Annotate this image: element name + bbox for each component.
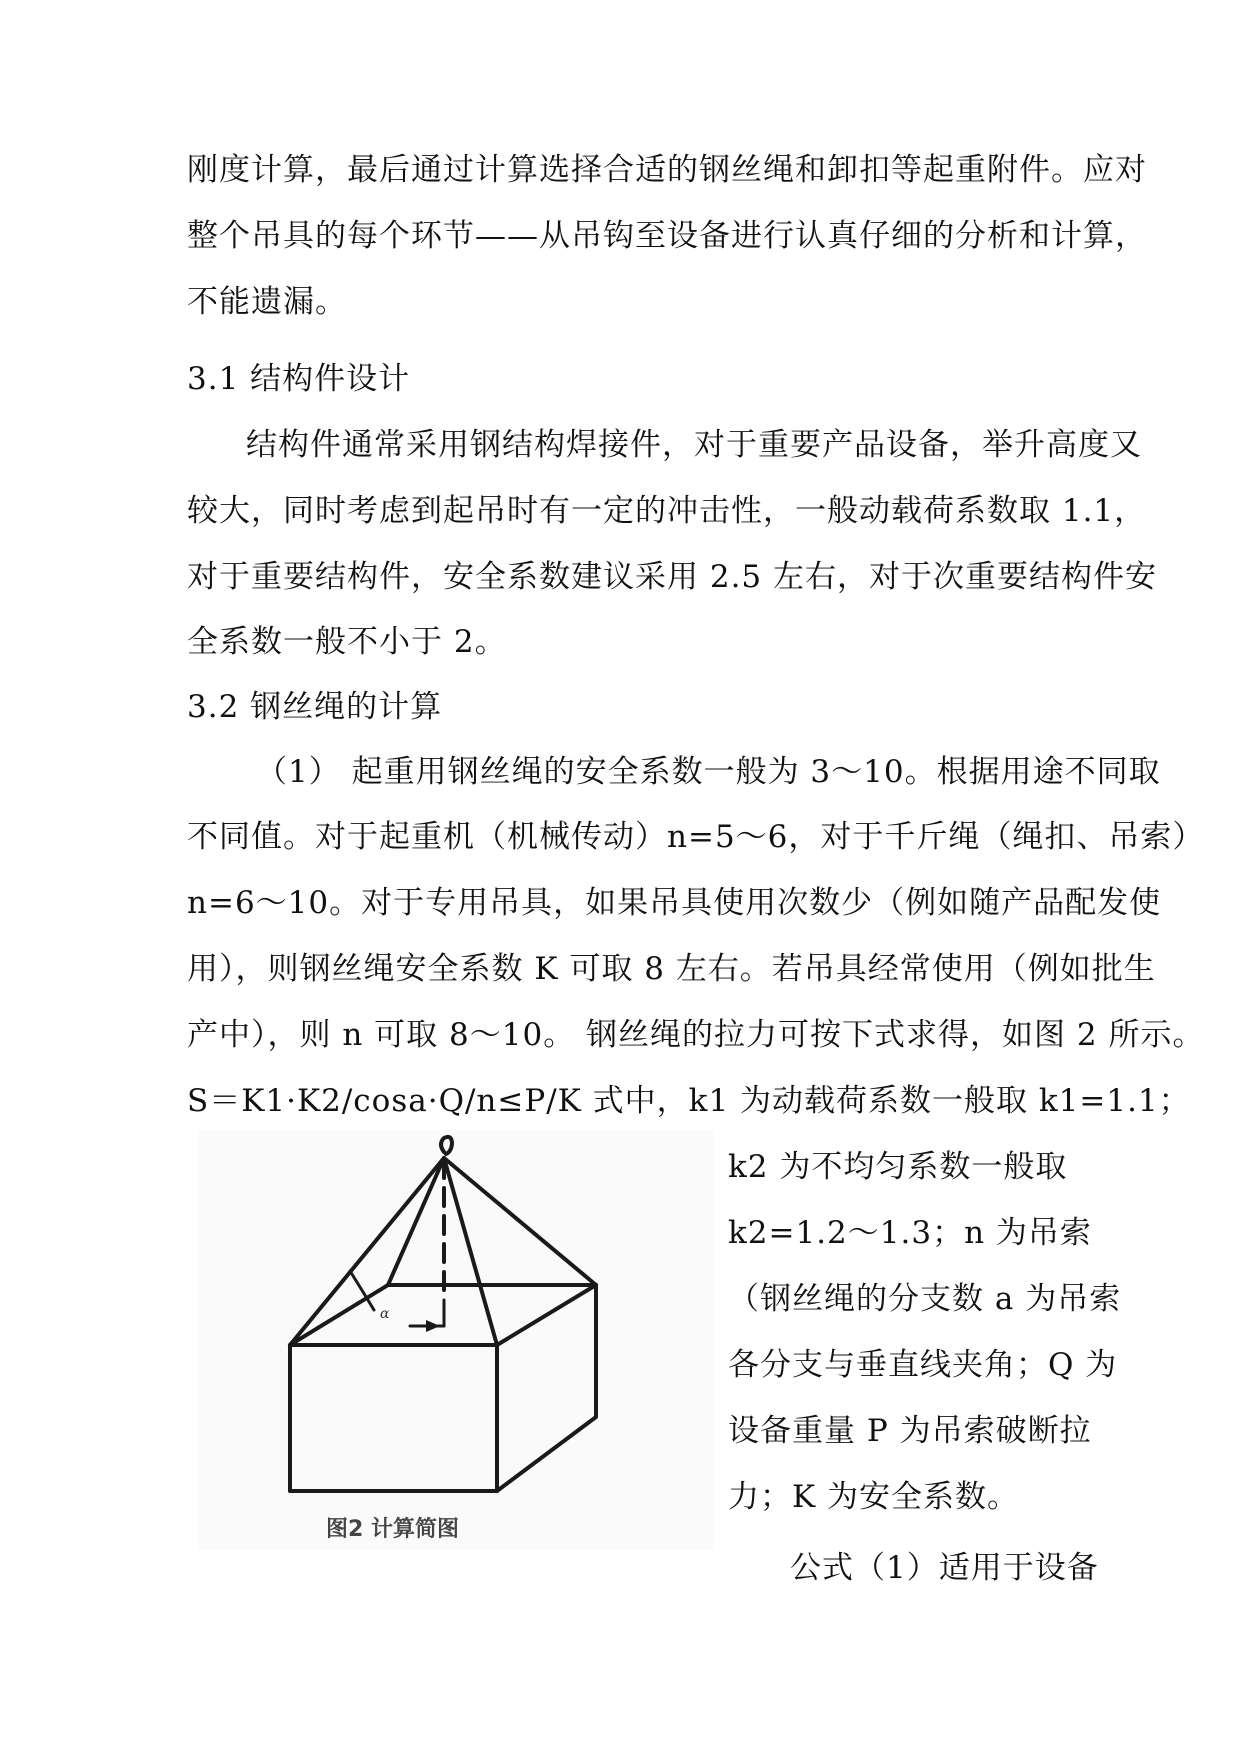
- section-3-2-line-2: 不同值。对于起重机（机械传动）n=5～6，对于千斤绳（绳扣、吊索）: [187, 819, 1205, 855]
- side-text-line-1: k2 为不均匀系数一般取: [728, 1149, 1068, 1185]
- section-3-2-line-3: n=6～10。对于专用吊具，如果吊具使用次数少（例如随产品配发使: [187, 885, 1162, 921]
- angle-arrow-head: [426, 1320, 440, 1332]
- section-3-1-line-4: 全系数一般不小于 2。: [187, 624, 507, 660]
- section-3-1-line-2: 较大，同时考虑到起吊时有一定的冲击性，一般动载荷系数取 1.1，: [187, 493, 1147, 529]
- diagram-svg: [198, 1130, 714, 1550]
- section-3-1-line-3: 对于重要结构件，安全系数建议采用 2.5 左右，对于次重要结构件安: [187, 559, 1158, 595]
- figure-caption: 图2 计算简图: [326, 1517, 459, 1542]
- angle-label: α: [380, 1306, 390, 1322]
- sling-back-left: [388, 1158, 444, 1285]
- section-3-2-line-5: 产中），则 n 可取 8～10。 钢丝绳的拉力可按下式求得，如图 2 所示。: [187, 1017, 1205, 1053]
- section-3-2-line-4: 用），则钢丝绳安全系数 K 可取 8 左右。若吊具经常使用（例如批生: [187, 951, 1156, 987]
- section-3-1-heading: 3.1 结构件设计: [187, 361, 411, 397]
- figure-2-calculation-diagram: [198, 1130, 714, 1550]
- intro-line-1: 刚度计算，最后通过计算选择合适的钢丝绳和卸扣等起重附件。应对: [187, 152, 1147, 188]
- section-3-2-formula-line: S＝K1·K2/cosa·Q/n≤P/K 式中，k1 为动载荷系数一般取 k1=1.1；: [187, 1083, 1191, 1119]
- sling-front-left: [290, 1158, 444, 1345]
- sling-back-right: [444, 1158, 596, 1285]
- box-front-face: [290, 1345, 497, 1491]
- continuation-line: 公式（1）适用于设备: [790, 1550, 1099, 1586]
- intro-line-3: 不能遗漏。: [187, 284, 347, 320]
- intro-line-2: 整个吊具的每个环节——从吊钩至设备进行认真仔细的分析和计算，: [187, 218, 1147, 254]
- side-text-line-3: （钢丝绳的分支数 a 为吊索: [728, 1281, 1122, 1317]
- hook-shape: [441, 1137, 452, 1154]
- side-text-line-5: 设备重量 P 为吊索破断拉: [728, 1413, 1092, 1449]
- side-text-line-4: 各分支与垂直线夹角；Q 为: [728, 1347, 1118, 1383]
- section-3-2-line-1: （1） 起重用钢丝绳的安全系数一般为 3～10。根据用途不同取: [256, 754, 1161, 790]
- section-3-1-line-1: 结构件通常采用钢结构焊接件，对于重要产品设备，举升高度又: [246, 427, 1142, 463]
- side-text-line-2: k2=1.2～1.3；n 为吊索: [728, 1215, 1092, 1251]
- sling-front-right: [444, 1158, 497, 1345]
- section-3-2-heading: 3.2 钢丝绳的计算: [187, 689, 443, 725]
- side-text-line-6: 力；K 为安全系数。: [728, 1479, 1020, 1515]
